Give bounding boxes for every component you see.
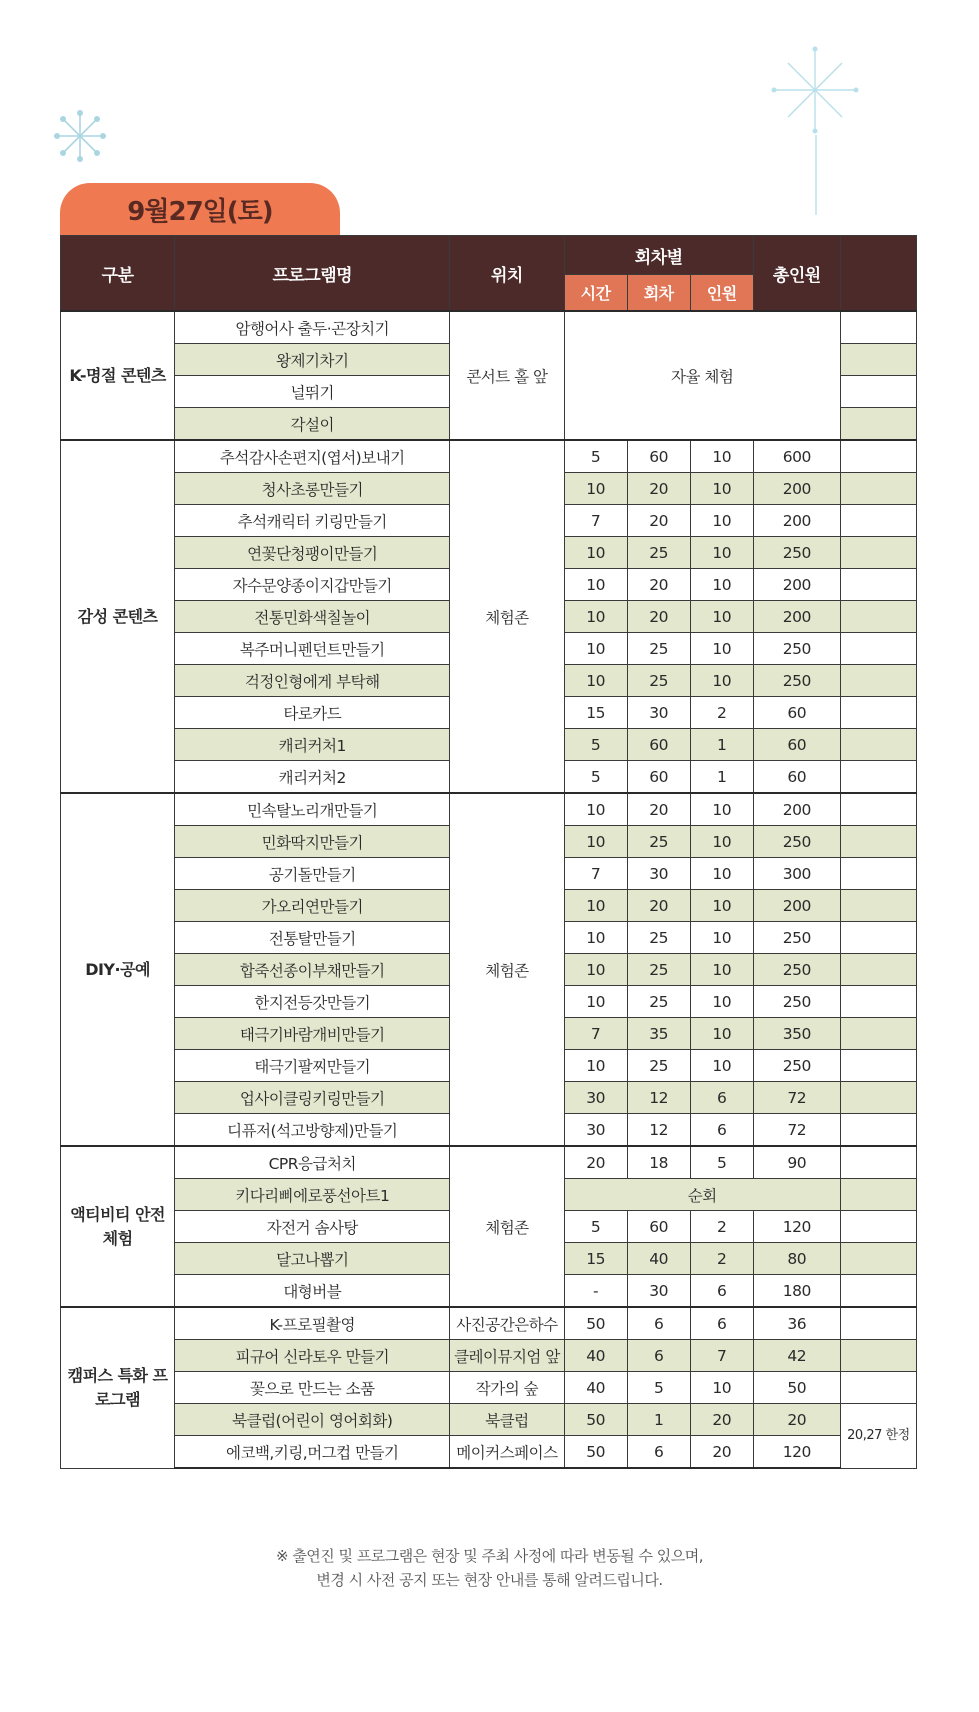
total-value: 250 <box>753 537 840 569</box>
time-value: 10 <box>564 569 627 601</box>
table-row <box>61 440 917 473</box>
program-name: 달고나뽑기 <box>175 1243 450 1275</box>
note-cell <box>840 1340 916 1372</box>
sessions-value: 25 <box>627 633 690 665</box>
note-cell <box>840 344 916 376</box>
program-name: 민속탈노리개만들기 <box>175 793 450 826</box>
sessions-value: 20 <box>627 890 690 922</box>
people-value: 6 <box>690 1114 753 1147</box>
people-value: 6 <box>690 1275 753 1308</box>
note-cell <box>840 793 916 826</box>
program-name: 꽃으로 만드는 소품 <box>175 1372 450 1404</box>
program-name: CPR응급처치 <box>175 1146 450 1179</box>
time-value: 50 <box>564 1436 627 1469</box>
total-value: 250 <box>753 633 840 665</box>
people-value: 20 <box>690 1404 753 1436</box>
total-value: 180 <box>753 1275 840 1308</box>
note-cell <box>840 1050 916 1082</box>
time-value: 30 <box>564 1082 627 1114</box>
sessions-value: 25 <box>627 986 690 1018</box>
sessions-value: 6 <box>627 1307 690 1340</box>
sessions-value: 30 <box>627 858 690 890</box>
program-name: 업사이클링키링만들기 <box>175 1082 450 1114</box>
program-name: 가오리연만들기 <box>175 890 450 922</box>
time-value: 10 <box>564 986 627 1018</box>
time-value: 30 <box>564 1114 627 1147</box>
note-cell <box>840 922 916 954</box>
total-value: 300 <box>753 858 840 890</box>
category-cell: 캠퍼스 특화 프로그램 <box>61 1307 175 1468</box>
program-name: 합죽선종이부채만들기 <box>175 954 450 986</box>
program-name: 공기돌만들기 <box>175 858 450 890</box>
total-value: 50 <box>753 1372 840 1404</box>
note-cell <box>840 1372 916 1404</box>
time-value: 15 <box>564 1243 627 1275</box>
people-value: 10 <box>690 1372 753 1404</box>
time-value: 50 <box>564 1404 627 1436</box>
sessions-value: 40 <box>627 1243 690 1275</box>
note-cell <box>840 1114 916 1147</box>
program-name: 캐리커처1 <box>175 729 450 761</box>
people-value: 10 <box>690 569 753 601</box>
people-value: 1 <box>690 729 753 761</box>
sessions-value: 6 <box>627 1436 690 1469</box>
sessions-value: 18 <box>627 1146 690 1179</box>
sessions-value: 25 <box>627 1050 690 1082</box>
note-cell <box>840 858 916 890</box>
people-value: 2 <box>690 1243 753 1275</box>
header-per-session: 회차별 <box>564 236 753 275</box>
people-value: 10 <box>690 601 753 633</box>
program-name: 각설이 <box>175 408 450 441</box>
time-value: 40 <box>564 1372 627 1404</box>
sessions-value: 25 <box>627 922 690 954</box>
header-category: 구분 <box>61 236 175 312</box>
sessions-value: 25 <box>627 826 690 858</box>
total-value: 36 <box>753 1307 840 1340</box>
total-value: 200 <box>753 601 840 633</box>
note-cell <box>840 697 916 729</box>
total-value: 80 <box>753 1243 840 1275</box>
note-cell <box>840 954 916 986</box>
program-name: 널뛰기 <box>175 376 450 408</box>
people-value: 6 <box>690 1082 753 1114</box>
location-cell: 클레이뮤지엄 앞 <box>450 1340 564 1372</box>
time-value: 10 <box>564 665 627 697</box>
time-value: 5 <box>564 761 627 794</box>
people-value: 10 <box>690 922 753 954</box>
total-value: 600 <box>753 440 840 473</box>
footnote-line: 변경 시 사전 공지 또는 현장 안내를 통해 알려드립니다. <box>316 1571 663 1589</box>
table-row <box>61 793 917 826</box>
note-cell <box>840 665 916 697</box>
header-time: 시간 <box>564 275 627 312</box>
table-row <box>61 1146 917 1179</box>
total-value: 250 <box>753 826 840 858</box>
time-value: 7 <box>564 505 627 537</box>
program-name: 자전거 솜사탕 <box>175 1211 450 1243</box>
hanging-line-decoration <box>814 135 818 215</box>
note-cell <box>840 761 916 794</box>
sessions-value: 60 <box>627 761 690 794</box>
people-value: 10 <box>690 793 753 826</box>
time-value: 5 <box>564 729 627 761</box>
header-program: 프로그램명 <box>175 236 450 312</box>
people-value: 10 <box>690 505 753 537</box>
time-value: 5 <box>564 440 627 473</box>
total-value: 200 <box>753 569 840 601</box>
total-value: 250 <box>753 1050 840 1082</box>
time-value: 10 <box>564 954 627 986</box>
program-name: 태극기바람개비만들기 <box>175 1018 450 1050</box>
sessions-value: 30 <box>627 697 690 729</box>
people-value: 2 <box>690 697 753 729</box>
time-value: 7 <box>564 1018 627 1050</box>
program-name: 전통탈만들기 <box>175 922 450 954</box>
people-value: 10 <box>690 665 753 697</box>
header-people: 인원 <box>690 275 753 312</box>
note-cell <box>840 473 916 505</box>
total-value: 250 <box>753 922 840 954</box>
category-cell: 감성 콘텐츠 <box>61 440 175 793</box>
note-cell <box>840 986 916 1018</box>
total-value: 42 <box>753 1340 840 1372</box>
note-cell <box>840 729 916 761</box>
total-value: 200 <box>753 505 840 537</box>
category-cell: K-명절 콘텐츠 <box>61 311 175 440</box>
time-value: 10 <box>564 890 627 922</box>
free-experience-cell: 자율 체험 <box>564 311 840 440</box>
note-cell <box>840 505 916 537</box>
sessions-value: 20 <box>627 569 690 601</box>
sessions-value: 20 <box>627 601 690 633</box>
table-row <box>61 1372 917 1404</box>
sessions-value: 5 <box>627 1372 690 1404</box>
total-value: 90 <box>753 1146 840 1179</box>
table-row <box>61 1436 917 1469</box>
header-total: 총인원 <box>753 236 840 312</box>
total-value: 350 <box>753 1018 840 1050</box>
note-cell <box>840 311 916 344</box>
note-cell <box>840 569 916 601</box>
program-name: 추석캐릭터 키링만들기 <box>175 505 450 537</box>
total-value: 60 <box>753 729 840 761</box>
note-cell <box>840 376 916 408</box>
sessions-value: 12 <box>627 1114 690 1147</box>
time-value: - <box>564 1275 627 1308</box>
program-name: 걱정인형에게 부탁해 <box>175 665 450 697</box>
note-cell <box>840 1275 916 1308</box>
location-cell: 체험존 <box>450 440 564 793</box>
total-value: 120 <box>753 1436 840 1469</box>
location-cell: 작가의 숲 <box>450 1372 564 1404</box>
people-value: 1 <box>690 761 753 794</box>
note-cell <box>840 1146 916 1179</box>
sessions-value: 6 <box>627 1340 690 1372</box>
time-value: 10 <box>564 826 627 858</box>
table-row <box>61 311 917 344</box>
note-cell <box>840 890 916 922</box>
location-cell: 체험존 <box>450 793 564 1146</box>
header-location: 위치 <box>450 236 564 312</box>
note-cell <box>840 440 916 473</box>
people-value: 10 <box>690 890 753 922</box>
sessions-value: 25 <box>627 954 690 986</box>
total-value: 72 <box>753 1114 840 1147</box>
note-cell <box>840 408 916 441</box>
people-value: 10 <box>690 1050 753 1082</box>
total-value: 60 <box>753 697 840 729</box>
sessions-value: 30 <box>627 1275 690 1308</box>
time-value: 7 <box>564 858 627 890</box>
snowflake-icon <box>52 108 108 164</box>
total-value: 200 <box>753 793 840 826</box>
note-cell <box>840 1243 916 1275</box>
sessions-value: 1 <box>627 1404 690 1436</box>
sessions-value: 25 <box>627 665 690 697</box>
program-name: 청사초롱만들기 <box>175 473 450 505</box>
people-value: 6 <box>690 1307 753 1340</box>
total-value: 20 <box>753 1404 840 1436</box>
people-value: 10 <box>690 440 753 473</box>
program-name: 왕제기차기 <box>175 344 450 376</box>
total-value: 250 <box>753 986 840 1018</box>
total-value: 250 <box>753 665 840 697</box>
sessions-value: 12 <box>627 1082 690 1114</box>
total-value: 200 <box>753 473 840 505</box>
total-value: 60 <box>753 761 840 794</box>
time-value: 10 <box>564 537 627 569</box>
program-name: 에코백,키링,머그컵 만들기 <box>175 1436 450 1469</box>
note-cell <box>840 1307 916 1340</box>
total-value: 250 <box>753 954 840 986</box>
footnote <box>0 1544 979 1592</box>
location-cell: 콘서트 홀 앞 <box>450 311 564 440</box>
sessions-value: 60 <box>627 440 690 473</box>
footnote-line: ※ 출연진 및 프로그램은 현장 및 주최 사정에 따라 변동될 수 있으며, <box>275 1547 704 1565</box>
sessions-value: 20 <box>627 473 690 505</box>
people-value: 10 <box>690 473 753 505</box>
people-value: 10 <box>690 633 753 665</box>
time-value: 10 <box>564 473 627 505</box>
program-name: 피규어 신라토우 만들기 <box>175 1340 450 1372</box>
program-name: 한지전등갓만들기 <box>175 986 450 1018</box>
time-value: 40 <box>564 1340 627 1372</box>
snowflake-icon <box>770 45 860 135</box>
location-cell: 북클럽 <box>450 1404 564 1436</box>
category-cell: 액티비티 안전 체험 <box>61 1146 175 1307</box>
note-cell <box>840 537 916 569</box>
time-value: 10 <box>564 922 627 954</box>
category-cell: DIY·공예 <box>61 793 175 1146</box>
location-cell: 메이커스페이스 <box>450 1436 564 1469</box>
program-name: 민화딱지만들기 <box>175 826 450 858</box>
time-value: 10 <box>564 793 627 826</box>
total-value: 120 <box>753 1211 840 1243</box>
header-note <box>840 236 916 312</box>
sessions-value: 20 <box>627 505 690 537</box>
program-name: 타로카드 <box>175 697 450 729</box>
time-value: 10 <box>564 1050 627 1082</box>
program-name: 암행어사 출두·곤장치기 <box>175 311 450 344</box>
program-name: K-프로필촬영 <box>175 1307 450 1340</box>
note-cell <box>840 826 916 858</box>
table-row <box>61 1307 917 1340</box>
program-name: 북클럽(어린이 영어회화) <box>175 1404 450 1436</box>
location-cell: 사진공간은하수 <box>450 1307 564 1340</box>
time-value: 10 <box>564 633 627 665</box>
sessions-value: 35 <box>627 1018 690 1050</box>
location-cell: 체험존 <box>450 1146 564 1307</box>
program-name: 키다리삐에로풍선아트1 <box>175 1179 450 1211</box>
program-name: 태극기팔찌만들기 <box>175 1050 450 1082</box>
program-schedule-table <box>60 235 917 1469</box>
program-name: 연꽃단청팽이만들기 <box>175 537 450 569</box>
note-cell <box>840 601 916 633</box>
table-row <box>61 1404 917 1436</box>
program-name: 전통민화색칠놀이 <box>175 601 450 633</box>
note-cell <box>840 1179 916 1211</box>
sessions-value: 25 <box>627 537 690 569</box>
people-value: 5 <box>690 1146 753 1179</box>
total-value: 72 <box>753 1082 840 1114</box>
people-value: 10 <box>690 537 753 569</box>
people-value: 2 <box>690 1211 753 1243</box>
program-name: 복주머니펜던트만들기 <box>175 633 450 665</box>
date-tab: 9월27일(토) <box>60 183 340 235</box>
time-value: 50 <box>564 1307 627 1340</box>
people-value: 10 <box>690 954 753 986</box>
people-value: 10 <box>690 858 753 890</box>
time-value: 20 <box>564 1146 627 1179</box>
time-value: 10 <box>564 601 627 633</box>
program-name: 캐리커처2 <box>175 761 450 794</box>
note-cell: 20,27 한정 <box>840 1404 916 1469</box>
note-cell <box>840 1211 916 1243</box>
header-sessions: 회차 <box>627 275 690 312</box>
people-value: 20 <box>690 1436 753 1469</box>
people-value: 7 <box>690 1340 753 1372</box>
program-name: 디퓨저(석고방향제)만들기 <box>175 1114 450 1147</box>
sessions-value: 20 <box>627 793 690 826</box>
people-value: 10 <box>690 826 753 858</box>
time-value: 15 <box>564 697 627 729</box>
note-cell <box>840 633 916 665</box>
sessions-value: 60 <box>627 1211 690 1243</box>
program-name: 추석감사손편지(엽서)보내기 <box>175 440 450 473</box>
note-cell <box>840 1018 916 1050</box>
program-name: 자수문양종이지갑만들기 <box>175 569 450 601</box>
sessions-value: 60 <box>627 729 690 761</box>
time-value: 5 <box>564 1211 627 1243</box>
program-name: 대형버블 <box>175 1275 450 1308</box>
total-value: 200 <box>753 890 840 922</box>
people-value: 10 <box>690 1018 753 1050</box>
rotation-cell: 순회 <box>564 1179 840 1211</box>
table-row <box>61 1340 917 1372</box>
note-cell <box>840 1082 916 1114</box>
people-value: 10 <box>690 986 753 1018</box>
